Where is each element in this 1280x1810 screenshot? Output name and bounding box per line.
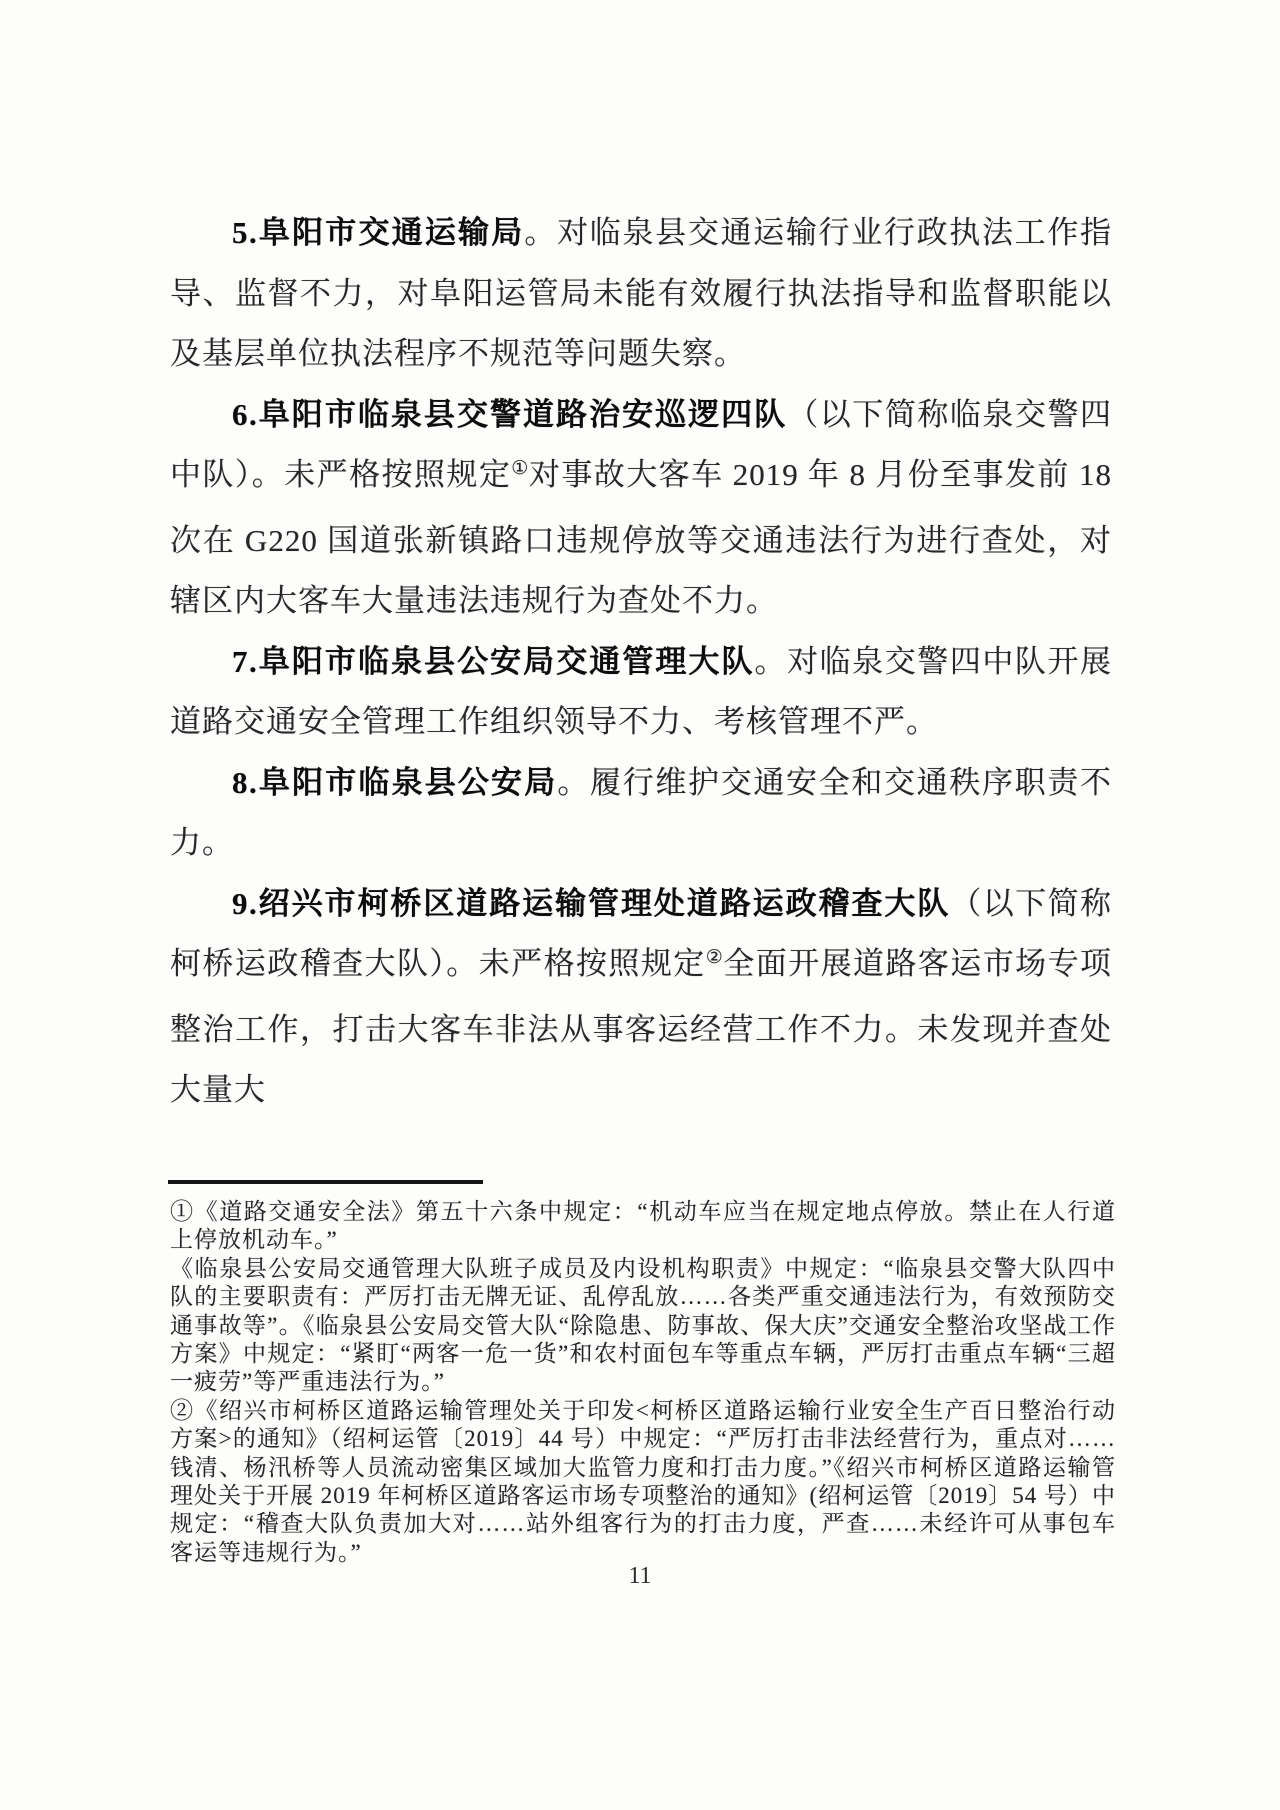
paragraph-9-text-after-ref: 全面开展道路客运市场专项整治工作，打击大客车非法从事客运经营工作不力。未发现并查处大量大: [170, 946, 1113, 1107]
paragraph-7-text: 。对临泉交警四中队开展道路交通安全管理工作组织领导不力、考核管理不严。: [170, 643, 1113, 739]
paragraph-6-text-after-ref: 对事故大客车 2019 年 8 月份至事发前 18 次在 G220 国道张新镇路口违规停放等交通违法行为进行查处，对辖区内大客车大量违法违规行为查处不力。: [170, 457, 1113, 618]
footnote-1-marker: ①: [170, 1199, 195, 1224]
footnote-1: [170, 1198, 1116, 1255]
paragraph-7-heading: 7.阜阳市临泉县公安局交通管理大队: [232, 643, 755, 679]
footnote-1-text-2: 《临泉县公安局交通管理大队班子成员及内设机构职责》中规定：“临泉县交警大队四中队的主要职责有：严厉打击无牌无证、乱停乱放……各类严重交通违法行为，有效预防交通事故等”。《临泉县公安局交管大队“除隐患、防事故、保大庆”交通安全整治攻坚战工作方案》中规定：“紧盯“两客一危一货”和农村面包车等重点车辆，严厉打击重点车辆“三超一疲劳”等严重违法行为。”: [170, 1255, 1116, 1395]
paragraph-5-heading: 5.阜阳市交通运输局: [232, 215, 525, 250]
paragraph-5-text: 。对临泉县交通运输行业行政执法工作指导、监督不力，对阜阳运管局未能有效履行执法指导和监督职能以及基层单位执法程序不规范等问题失察。: [170, 215, 1113, 371]
footnote-separator: [168, 1180, 483, 1184]
footnotes: [170, 1198, 1116, 1567]
paragraph-6-heading: 6.阜阳市临泉县交警道路治安巡逻四队: [232, 396, 788, 432]
footnote-2-text: 《绍兴市柯桥区道路运输管理处关于印发<柯桥区道路运输行业安全生产百日整治行动方案>的通知》（绍柯运管〔2019〕44 号）中规定：“严厉打击非法经营行为，重点对……钱清、杨汛桥等人员流动密集区域加大监管力度和打击力度。”《绍兴市柯桥区道路运输管理处关于开展 2019 年柯桥区道路客运市场专项整治的通知》(绍柯运管〔2019〕54 号）中规定：“稽查大队负责加大对……站外组客行为的打击力度，严查……未经许可从事包车客运等违规行为。”: [170, 1397, 1116, 1565]
paragraph-8-text: 。履行维护交通安全和交通秩序职责不力。: [170, 764, 1113, 860]
footnote-ref-1: ①: [511, 458, 529, 480]
page-number: 11: [628, 1563, 652, 1589]
paragraph-9-text-before-ref: （以下简称柯桥运政稽查大队）。未严格按照规定: [170, 885, 1113, 981]
footnote-ref-2: ②: [705, 947, 724, 969]
body-paragraph-8: [170, 753, 1112, 874]
body-paragraph-7: [170, 632, 1112, 753]
footnote-2-marker: ②: [170, 1397, 195, 1423]
paragraph-8-heading: 8.阜阳市临泉县公安局: [232, 764, 558, 800]
body-paragraph-5: [170, 203, 1112, 385]
body-paragraph-9: [170, 874, 1112, 1121]
footnote-1-continued: [170, 1255, 1116, 1397]
footnote-2: [170, 1397, 1116, 1567]
paragraph-6-text-before-ref: （以下简称临泉交警四中队）。未严格按照规定: [170, 396, 1113, 492]
footnote-1-text: 《道路交通安全法》第五十六条中规定：“机动车应当在规定地点停放。禁止在人行道上停放机动车。”: [170, 1199, 1116, 1253]
body-paragraph-6: [170, 385, 1112, 632]
paragraph-9-heading: 9.绍兴市柯桥区道路运输管理处道路运政稽查大队: [232, 885, 951, 921]
body-text: [170, 203, 1112, 1121]
